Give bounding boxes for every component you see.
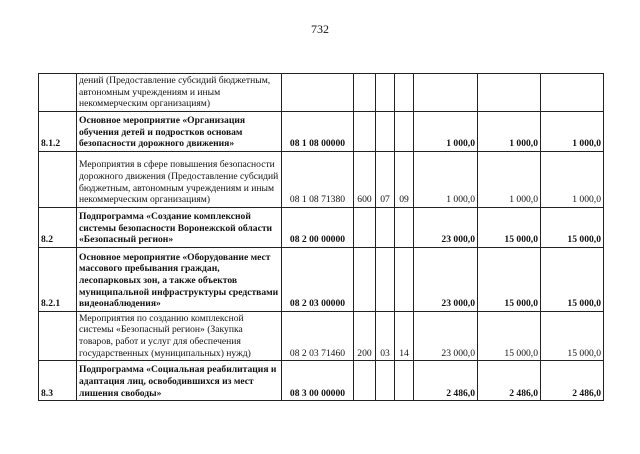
- row-number: 8.2.1: [39, 247, 77, 311]
- row-vr: 600: [354, 151, 376, 207]
- row-name: Подпрограмма «Создание комплексной системы безопасности Воронежской области «Безопасный регион»: [77, 207, 282, 247]
- table-row: [39, 311, 604, 360]
- row-value-1: 1 000,0: [414, 151, 478, 207]
- row-value-2: 1 000,0: [478, 111, 541, 151]
- row-value-1: 1 000,0: [414, 111, 478, 151]
- row-rz: [376, 247, 395, 311]
- row-value-3: 15 000,0: [541, 311, 604, 360]
- row-value-2: 15 000,0: [478, 247, 541, 311]
- row-vr: [354, 111, 376, 151]
- row-number: [39, 311, 77, 360]
- row-value-1: 23 000,0: [414, 207, 478, 247]
- row-name: Основное мероприятие «Организация обучения детей и подростков основам безопасности дорожного движения»: [77, 111, 282, 151]
- row-code: 08 3 00 00000: [282, 361, 354, 401]
- row-rz: [376, 74, 395, 112]
- row-name: Основное мероприятие «Оборудование мест массового пребывания граждан, лесопарковых зон, а также объектов муниципальной инфраструктуры средствами видеонаблюдения»: [77, 247, 282, 311]
- row-value-3: 2 486,0: [541, 361, 604, 401]
- row-name: Подпрограмма «Социальная реабилитация и адаптация лиц, освободившихся из мест лишения свободы»: [77, 361, 282, 401]
- row-vr: 200: [354, 311, 376, 360]
- row-value-1: [414, 74, 478, 112]
- row-vr: [354, 247, 376, 311]
- row-rz: [376, 111, 395, 151]
- row-code: 08 2 00 00000: [282, 207, 354, 247]
- row-value-2: 1 000,0: [478, 151, 541, 207]
- row-value-1: 2 486,0: [414, 361, 478, 401]
- row-vr: [354, 207, 376, 247]
- row-value-3: 15 000,0: [541, 247, 604, 311]
- table-row: [39, 111, 604, 151]
- table-row: [39, 247, 604, 311]
- table-row: [39, 207, 604, 247]
- row-pr: [395, 361, 414, 401]
- row-vr: [354, 74, 376, 112]
- row-value-3: [541, 74, 604, 112]
- row-pr: [395, 74, 414, 112]
- row-pr: [395, 111, 414, 151]
- row-rz: [376, 361, 395, 401]
- budget-table: [38, 73, 604, 401]
- row-code: 08 1 08 71380: [282, 151, 354, 207]
- row-name: Мероприятия в сфере повышения безопасности дорожного движения (Предоставление субсидий бюджетным, автономным учреждениям и иным некоммерческим организациям): [77, 151, 282, 207]
- table-row: [39, 74, 604, 112]
- row-code: 08 2 03 71460: [282, 311, 354, 360]
- page-number: 732: [311, 22, 329, 36]
- row-pr: 14: [395, 311, 414, 360]
- row-pr: [395, 207, 414, 247]
- row-code: 08 2 03 00000: [282, 247, 354, 311]
- row-value-2: 2 486,0: [478, 361, 541, 401]
- row-vr: [354, 361, 376, 401]
- row-number: 8.2: [39, 207, 77, 247]
- row-rz: 07: [376, 151, 395, 207]
- row-number: [39, 74, 77, 112]
- row-value-1: 23 000,0: [414, 247, 478, 311]
- row-value-2: 15 000,0: [478, 207, 541, 247]
- row-pr: 09: [395, 151, 414, 207]
- row-rz: [376, 207, 395, 247]
- row-value-2: [478, 74, 541, 112]
- row-code: 08 1 08 00000: [282, 111, 354, 151]
- row-number: 8.3: [39, 361, 77, 401]
- row-name: Мероприятия по созданию комплексной системы «Безопасный регион» (Закупка товаров, работ и услуг для обеспечения государственных (муниципальных) нужд): [77, 311, 282, 360]
- row-code: [282, 74, 354, 112]
- row-pr: [395, 247, 414, 311]
- row-value-3: 15 000,0: [541, 207, 604, 247]
- row-number: 8.1.2: [39, 111, 77, 151]
- row-rz: 03: [376, 311, 395, 360]
- row-value-3: 1 000,0: [541, 151, 604, 207]
- row-number: [39, 151, 77, 207]
- row-name: дений (Предоставление субсидий бюджетным, автономным учреждениям и иным некоммерческим организациям): [77, 74, 282, 112]
- table-row: [39, 361, 604, 401]
- table-row: [39, 151, 604, 207]
- row-value-2: 15 000,0: [478, 311, 541, 360]
- row-value-3: 1 000,0: [541, 111, 604, 151]
- row-value-1: 23 000,0: [414, 311, 478, 360]
